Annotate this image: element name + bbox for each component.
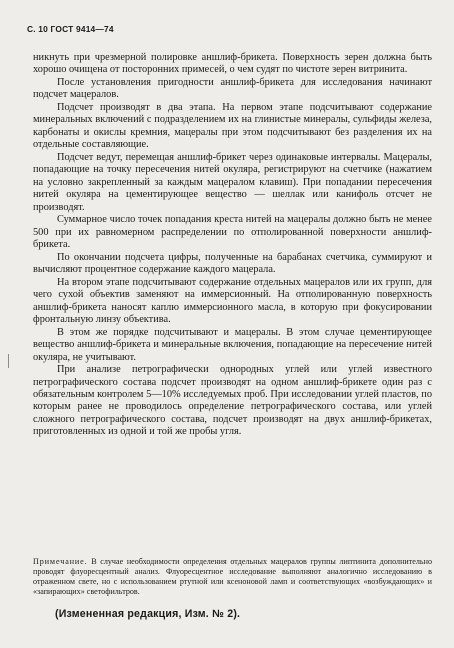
margin-mark — [8, 354, 9, 368]
note-text: В случае необходимости определения отдельных мацералов группы липтинита дополнительно проводят флуоресцентный анализ. Флуоресцентное исследование выполняют аналогично исследованию в отраженном свете, но с использованием ртутной или ксеноновой ламп и соответствующих «возбуждающих» и «запирающих» светофильтров. — [33, 557, 432, 596]
paragraph: Подсчет ведут, перемещая аншлиф-брикет через одинаковые интервалы. Мацералы, попадающие на точку пересечения нитей окуляра, регистрируют на счетчике (нажатием на условно закрепленный за каждым мацералом клавиш). При попадании пересечения нитей окуляра на цементирующее вещество — шеллак или канифоль отсчет не производят. — [33, 151, 432, 213]
paragraph: На втором этапе подсчитывают содержание отдельных мацералов или их групп, для чего сухой объектив заменяют на иммерсионный. На отполированную поверхность аншлиф-брикета наносят каплю иммерсионного масла, в которую при фокусировании фронтальную линзу объектива. — [33, 276, 432, 326]
note — [33, 557, 432, 597]
paragraph: По окончании подсчета цифры, полученные на барабанах счетчика, суммируют и вычисляют процентное содержание каждого мацерала. — [33, 251, 432, 276]
page-header: С. 10 ГОСТ 9414—74 — [27, 24, 114, 34]
paragraph: При анализе петрографически однородных углей или углей известного петрографического состава подсчет производят на одном аншлиф-брикете один раз с обязательным контролем 5—10% исследуемых проб. При исследовании углей пластов, по которым ранее не проводилось определение петрографического состава, или углей сложного петрографического состава, подсчет производят на двух аншлиф-брикетах, приготовленных из одной и той же пробы угля. — [33, 364, 432, 438]
amendment-note: (Измененная редакция, Изм. № 2). — [55, 608, 241, 620]
paragraph: В этом же порядке подсчитывают и мацералы. В этом случае цементирующее вещество аншлиф-брикета и минеральные включения, попадающие на пересечение нитей окуляра, не учитывают. — [33, 326, 432, 363]
paragraph: Суммарное число точек попадания креста нитей на мацералы должно быть не менее 500 при их равномерном распределении по отполированной поверхности аншлиф-брикета. — [33, 214, 432, 251]
note-lead: Примечание. — [33, 557, 88, 566]
body-text — [33, 52, 432, 439]
paragraph: После установления пригодности аншлиф-брикета для исследования начинают подсчет мацералов. — [33, 77, 432, 101]
paragraph: Подсчет производят в два этапа. На первом этапе подсчитывают содержание минеральных включений с подразделением их на глинистые минералы, сульфиды железа, карбонаты и окислы кремния, мацералы при этом подсчитывают без разделения их на отдельные составляющие. — [33, 102, 432, 151]
paragraph: никнуть при чрезмерной полировке аншлиф-брикета. Поверхность зерен должна быть хорошо очищена от посторонних примесей, о чем судят по чистоте зерен витринита. — [33, 52, 432, 76]
